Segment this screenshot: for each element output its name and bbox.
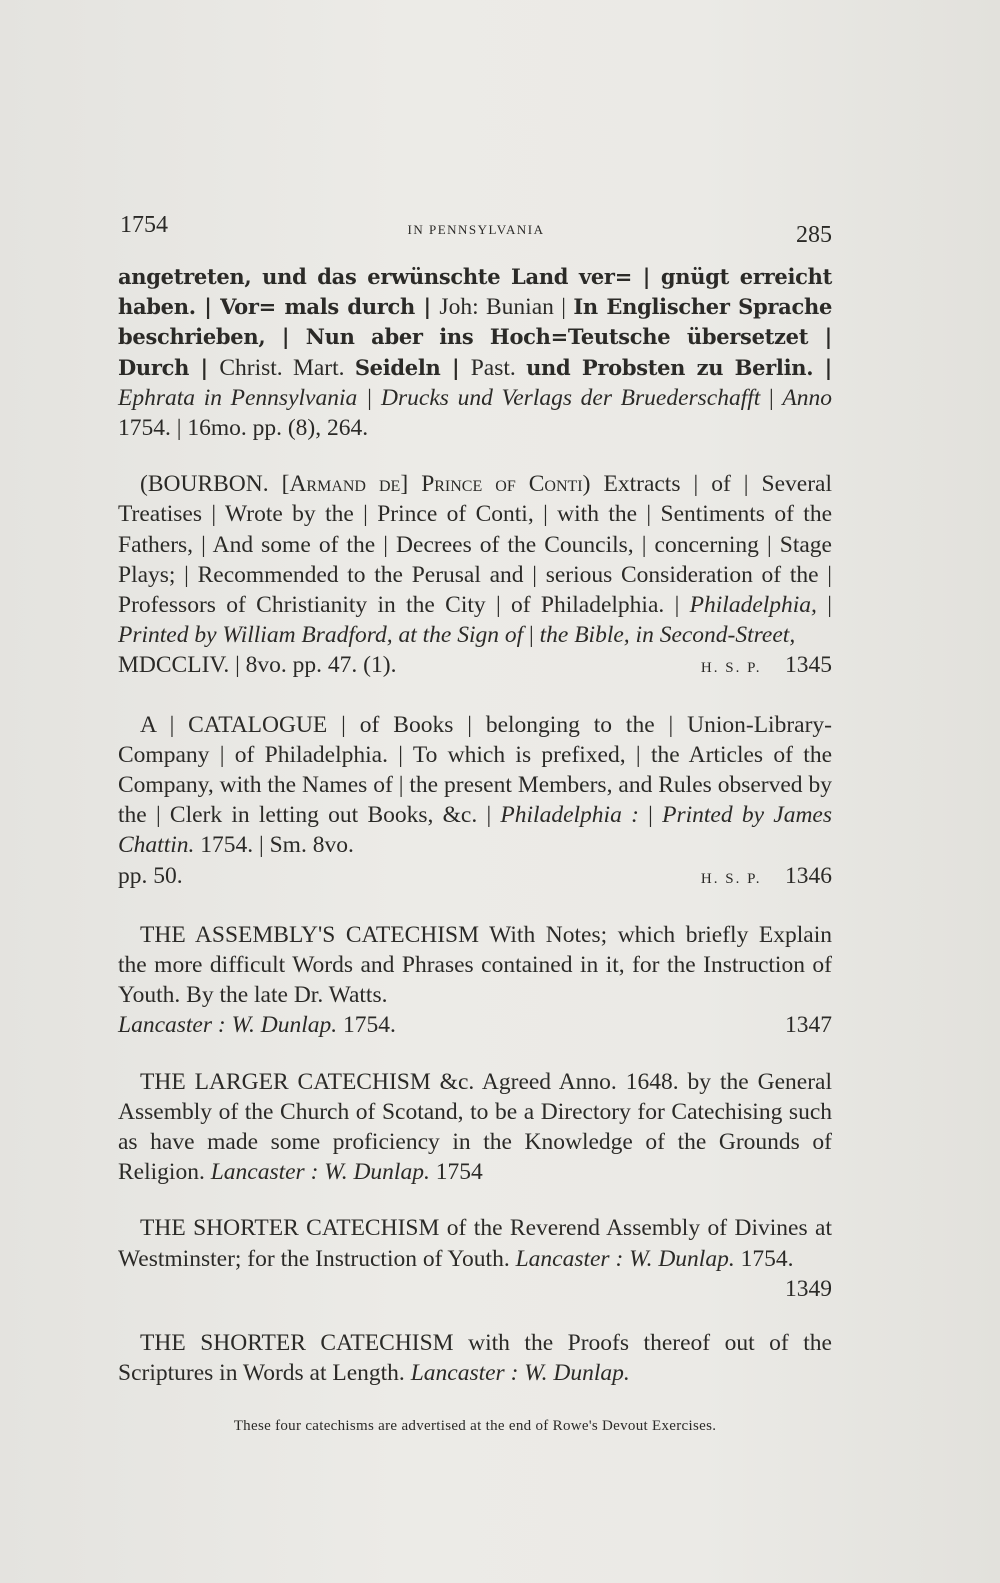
entry-text: 1754.	[337, 1012, 396, 1039]
entry-number: 1349	[785, 1275, 832, 1302]
roman-text: |	[760, 384, 783, 411]
entry-text: |	[638, 802, 663, 829]
header-title: IN PENNSYLVANIA	[407, 222, 545, 237]
entry-number: 1346	[785, 862, 832, 889]
entry-text: ) Extracts | of | Several Treatises | Wrote by the | Prince of Conti, | with the | Sentiments of the Fathers, | And some of the | Decrees of the Councils, | concerning | Stage Plays; | Recommended to the Perusal and | serious Consideration of the | Professors of Christianity in the City | of Philadelphia. |	[118, 471, 832, 619]
entry-1345-last-line	[118, 650, 832, 683]
footnote: These four catechisms are advertised at the end of Rowe's Devout Exercises.	[233, 1417, 717, 1434]
entry-number: 1345	[785, 652, 832, 679]
library-siglum: H. S. P.	[700, 660, 762, 677]
header-year: 1754	[120, 212, 168, 238]
imprint-italic: Philadelphia,	[689, 592, 817, 619]
entry-1348	[118, 1067, 832, 1188]
entry-text: 1754. | Sm. 8vo.	[194, 832, 354, 859]
entry-text: A | CATALOGUE | of Books | belonging to the | Union-Library-Company | of Philadelphia. | To which is prefixed, | the Articles of the Company, with the Names of | the present Members, and Rules observed by the | Clerk in letting out Books, &c. |	[118, 711, 832, 829]
entry-1345	[118, 469, 832, 650]
imprint-italic: Printed by William Bradford, at the Sign of	[118, 622, 524, 649]
roman-text: Christ. Mart.	[219, 354, 355, 381]
entry-text: MDCCLIV. | 8vo. pp. 47. (1).	[118, 652, 397, 679]
roman-text: Past.	[470, 354, 527, 381]
entry-text: 1754	[429, 1159, 483, 1186]
page-body	[118, 262, 832, 1441]
entry-text: 1754.	[734, 1245, 794, 1272]
imprint-italic: Lancaster : W. Dunlap.	[118, 1012, 338, 1039]
entry-1349	[118, 1213, 832, 1273]
imprint-italic: Printed by James Chattin.	[118, 802, 832, 859]
entry-text: THE SHORTER CATECHISM of the Reverend Assembly of Divines at Westminster; for the Instruction of Youth.	[118, 1215, 832, 1272]
entry-text: THE SHORTER CATECHISM with the Proofs thereof out of the Scriptures in Words at Length.	[118, 1330, 832, 1387]
entry-1346	[118, 710, 832, 861]
entry-1346-last-line	[118, 861, 832, 894]
entry-1345-location	[701, 650, 832, 683]
imprint-italic: the Bible, in Second-Street,	[539, 622, 796, 649]
entry-1349-number-line	[118, 1274, 832, 1304]
imprint-italic: Philadelphia :	[500, 802, 639, 829]
entry-number: 1347	[785, 1012, 832, 1039]
imprint-italic: Lancaster : W. Dunlap.	[515, 1245, 735, 1272]
imprint-italic: Anno	[782, 384, 832, 411]
entry-text: ]	[400, 471, 422, 498]
fraktur-text: angetreten, und das erwünschte Land ver= | gnügt erreicht haben. | Vor= mals durch |	[118, 264, 832, 320]
imprint-italic: Lancaster : W. Dunlap.	[210, 1159, 430, 1186]
fraktur-text: Seideln |	[354, 354, 471, 380]
entry-text: pp. 50.	[118, 862, 183, 889]
roman-text: Joh: Bunian |	[439, 294, 574, 321]
fraktur-text: In Englischer Sprache beschrieben, | Nun aber ins Hoch=Teutsche übersetzet | Durch |	[118, 294, 833, 380]
running-header	[120, 212, 832, 252]
page-number: 285	[796, 222, 832, 248]
roman-text: 1754. | 16mo. pp. (8), 264.	[118, 415, 369, 442]
imprint-italic: Lancaster : W. Dunlap.	[410, 1360, 630, 1387]
entry-1346-location	[701, 861, 832, 894]
imprint-italic: Ephrata in Pennsylvania | Drucks und Verlags der Bruederschafft	[118, 384, 761, 411]
library-siglum: H. S. P.	[700, 870, 762, 887]
entry-text: (BOURBON. [	[140, 471, 290, 498]
fraktur-text: und Probsten zu Berlin. |	[526, 354, 833, 380]
entry-1347-last-line	[118, 1010, 832, 1040]
entry-text: |	[816, 592, 832, 619]
small-caps-text: Prince of Conti	[421, 471, 583, 498]
entry-text: THE LARGER CATECHISM &c. Agreed Anno. 1648. by the General Assembly of the Church of Scotand, to be a Directory for Catechising such as have made some proficiency in the Knowledge of the Grounds of Religion.	[118, 1068, 832, 1186]
entry-text: |	[523, 622, 540, 649]
entry-1350	[118, 1328, 832, 1388]
entry-1347	[118, 920, 832, 1011]
small-caps-text: Armand de	[289, 471, 401, 498]
entry-text: THE ASSEMBLY'S CATECHISM With Notes; which briefly Explain the more difficult Words and Phrases contained in it, for the Instruction of Youth. By the late Dr. Watts.	[118, 921, 832, 1009]
entry-continuation	[118, 262, 832, 443]
